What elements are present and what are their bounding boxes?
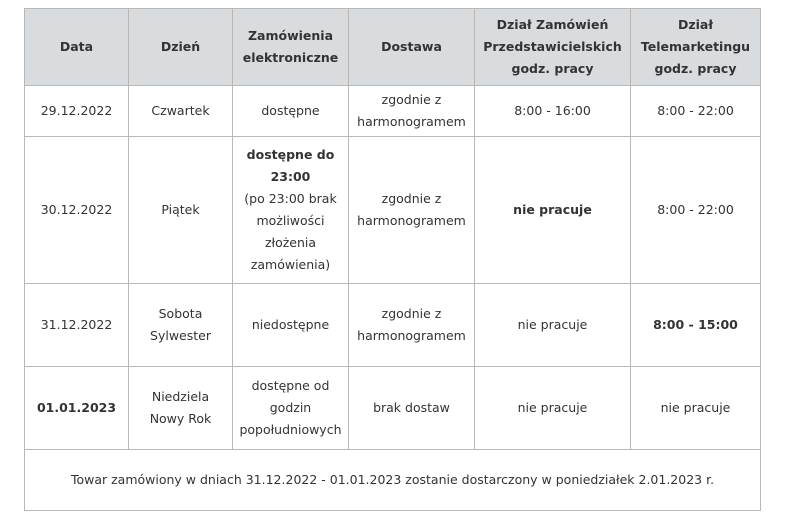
table-row (25, 284, 761, 367)
zamowienia-note: (po 23:00 brak możliwości złożenia zamówienia) (244, 191, 337, 272)
cell-zamowienia (233, 137, 349, 284)
cell-dzien: Czwartek (129, 86, 233, 137)
footer-note: Towar zamówiony w dniach 31.12.2022 - 01.01.2023 zostanie dostarczony w poniedziałek 2.01.2023 r. (25, 450, 761, 511)
cell-dzial-telemarketingu: nie pracuje (631, 367, 761, 450)
cell-data: 29.12.2022 (25, 86, 129, 137)
cell-dzial-zamowien: nie pracuje (475, 367, 631, 450)
cell-zamowienia: niedostępne (233, 284, 349, 367)
header-dzien: Dzień (129, 9, 233, 86)
cell-dzial-telemarketingu: 8:00 - 22:00 (631, 137, 761, 284)
cell-data: 30.12.2022 (25, 137, 129, 284)
cell-dzial-zamowien: 8:00 - 16:00 (475, 86, 631, 137)
cell-dzien: Piątek (129, 137, 233, 284)
header-dzial-zamowien: Dział Zamówień Przedstawicielskich godz. pracy (475, 9, 631, 86)
cell-dzial-telemarketingu: 8:00 - 15:00 (631, 284, 761, 367)
holiday-schedule-table (24, 8, 761, 511)
footer-row (25, 450, 761, 511)
cell-dostawa: zgodnie z harmonogramem (349, 284, 475, 367)
table-row (25, 367, 761, 450)
cell-dzial-zamowien: nie pracuje (475, 284, 631, 367)
cell-dostawa: zgodnie z harmonogramem (349, 137, 475, 284)
cell-dzial-zamowien: nie pracuje (475, 137, 631, 284)
header-dostawa: Dostawa (349, 9, 475, 86)
cell-zamowienia: dostępne (233, 86, 349, 137)
header-zamowienia: Zamówienia elektroniczne (233, 9, 349, 86)
cell-data: 01.01.2023 (25, 367, 129, 450)
schedule-table-container (24, 8, 760, 511)
cell-data: 31.12.2022 (25, 284, 129, 367)
table-row (25, 137, 761, 284)
zamowienia-highlight: dostępne do 23:00 (246, 147, 335, 184)
header-row (25, 9, 761, 86)
cell-zamowienia: dostępne od godzin popołudniowych (233, 367, 349, 450)
cell-dzial-telemarketingu: 8:00 - 22:00 (631, 86, 761, 137)
header-dzial-telemarketingu: Dział Telemarketingu godz. pracy (631, 9, 761, 86)
table-row (25, 86, 761, 137)
cell-dzien: Niedziela Nowy Rok (129, 367, 233, 450)
header-data: Data (25, 9, 129, 86)
cell-dostawa: zgodnie z harmonogramem (349, 86, 475, 137)
cell-dzien: Sobota Sylwester (129, 284, 233, 367)
cell-dostawa: brak dostaw (349, 367, 475, 450)
